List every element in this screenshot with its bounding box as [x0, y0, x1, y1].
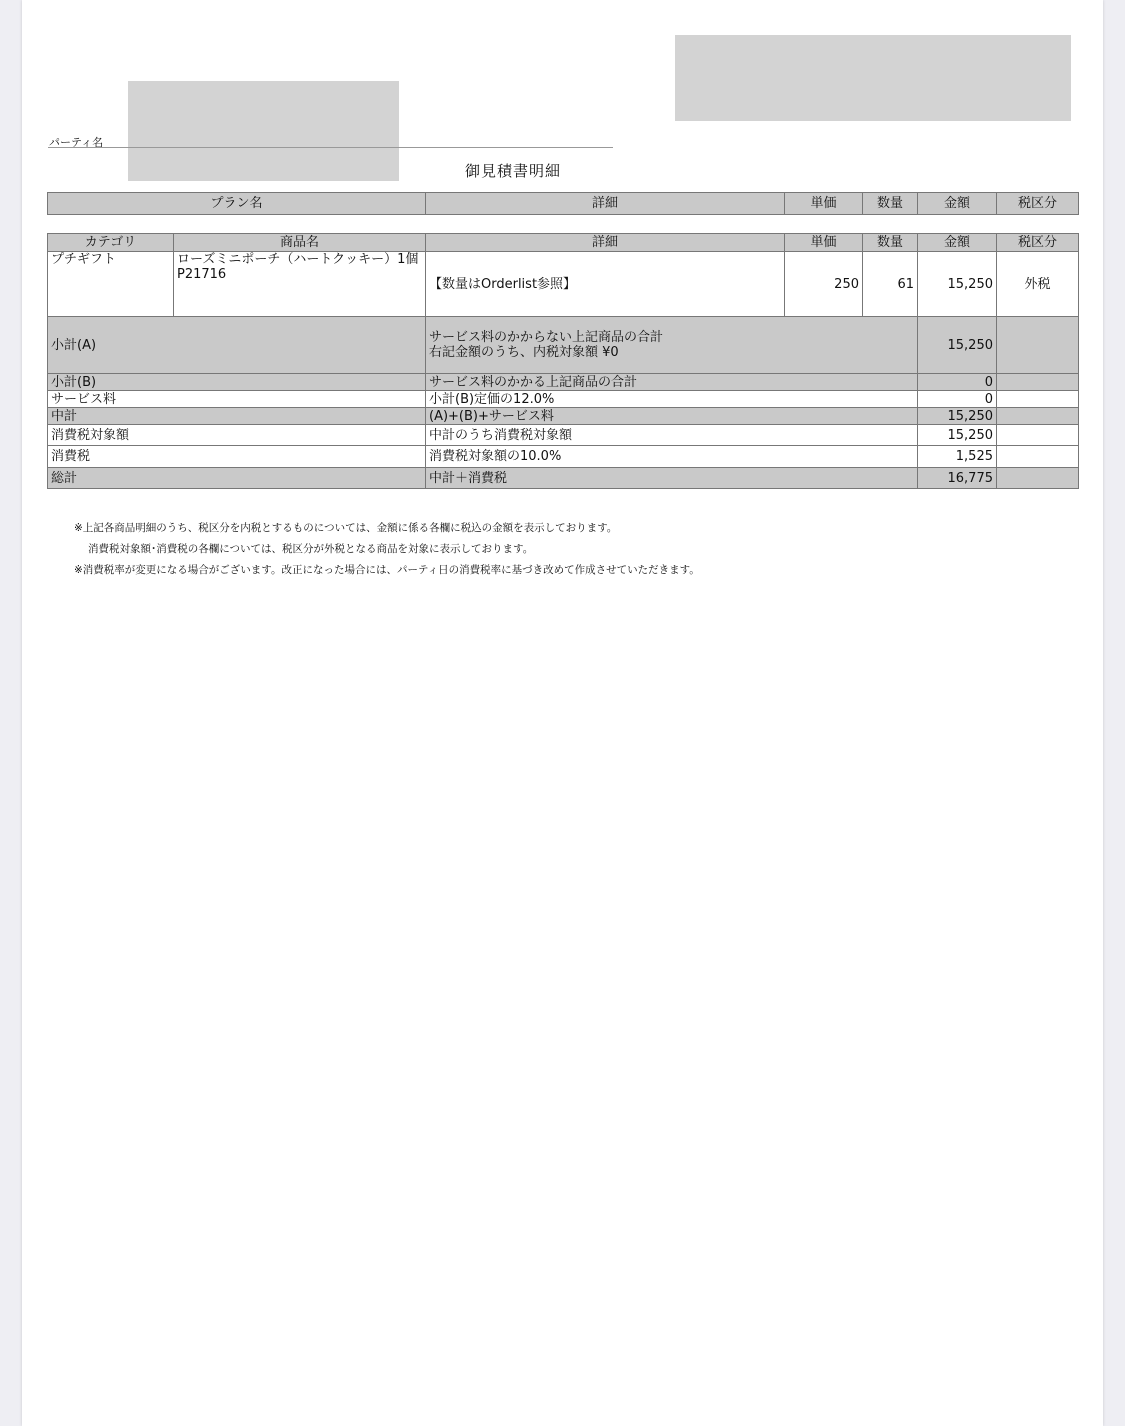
consumption-tax-amount: 1,525	[918, 446, 997, 468]
subtotal-a-detail-line2: 右記金額のうち、内税対象額 ¥0	[429, 345, 619, 360]
document-title: 御見積書明細	[465, 162, 562, 180]
subtotal-a-detail	[426, 317, 918, 374]
items-header-amount: 金額	[918, 234, 997, 252]
subtotal-a-amount: 15,250	[918, 317, 997, 374]
footnote-1-continued: 消費税対象額･消費税の各欄については、税区分が外税となる商品を対象に表示しております。	[88, 543, 534, 555]
subtotal-b-amount: 0	[918, 374, 997, 391]
party-name-underline	[48, 147, 613, 148]
items-header-detail: 詳細	[426, 234, 785, 252]
plan-header-row	[48, 193, 1079, 215]
plan-header-unit-price: 単価	[785, 193, 863, 215]
grand-total-row	[48, 468, 1079, 489]
taxable-amount-detail: 中計のうち消費税対象額	[426, 425, 918, 446]
item-quantity: 61	[863, 252, 918, 317]
item-name-line2: P21716	[177, 267, 227, 282]
subtotal-a-tax-cell	[997, 317, 1079, 374]
subtotal-a-label: 小計(A)	[48, 317, 426, 374]
grand-total-amount: 16,775	[918, 468, 997, 489]
items-header-product-name: 商品名	[174, 234, 426, 252]
items-header-category: カテゴリ	[48, 234, 174, 252]
subtotal-b-tax-cell	[997, 374, 1079, 391]
plan-header-amount: 金額	[918, 193, 997, 215]
subtotal-a-detail-line1: サービス料のかからない上記商品の合計	[429, 330, 664, 345]
subtotal-b-detail: サービス料のかかる上記商品の合計	[426, 374, 918, 391]
items-header-tax-class: 税区分	[997, 234, 1079, 252]
item-name	[174, 252, 426, 317]
midtotal-detail: (A)+(B)+サービス料	[426, 408, 918, 425]
service-charge-tax-cell	[997, 391, 1079, 408]
item-row	[48, 252, 1079, 317]
plan-header-plan-name: プラン名	[48, 193, 426, 215]
subtotal-b-row	[48, 374, 1079, 391]
items-header-quantity: 数量	[863, 234, 918, 252]
consumption-tax-label: 消費税	[48, 446, 426, 468]
items-table	[47, 233, 1079, 489]
plan-header-detail: 詳細	[426, 193, 785, 215]
item-category: プチギフト	[48, 252, 174, 317]
plan-header-tax-class: 税区分	[997, 193, 1079, 215]
subtotal-a-row	[48, 317, 1079, 374]
item-tax-class: 外税	[997, 252, 1079, 317]
taxable-amount-row	[48, 425, 1079, 446]
service-charge-label: サービス料	[48, 391, 426, 408]
item-name-line1: ローズミニポーチ（ハートクッキー）1個	[177, 252, 419, 267]
redacted-block-top-right	[675, 35, 1071, 121]
footnote-1: ※上記各商品明細のうち、税区分を内税とするものについては、金額に係る各欄に税込の金額を表示しております。	[74, 522, 618, 534]
service-charge-detail: 小計(B)定価の12.0%	[426, 391, 918, 408]
taxable-amount-label: 消費税対象額	[48, 425, 426, 446]
items-header-unit-price: 単価	[785, 234, 863, 252]
item-unit-price: 250	[785, 252, 863, 317]
item-amount: 15,250	[918, 252, 997, 317]
consumption-tax-tax-cell	[997, 446, 1079, 468]
consumption-tax-row	[48, 446, 1079, 468]
midtotal-amount: 15,250	[918, 408, 997, 425]
midtotal-tax-cell	[997, 408, 1079, 425]
service-charge-amount: 0	[918, 391, 997, 408]
party-name-label: パーティ名	[49, 136, 104, 149]
taxable-amount-tax-cell	[997, 425, 1079, 446]
subtotal-b-label: 小計(B)	[48, 374, 426, 391]
item-detail: 【数量はOrderlist参照】	[426, 252, 785, 317]
footnotes	[74, 518, 700, 581]
grand-total-label: 総計	[48, 468, 426, 489]
plan-header-quantity: 数量	[863, 193, 918, 215]
service-charge-row	[48, 391, 1079, 408]
items-header-row	[48, 234, 1079, 252]
taxable-amount-value: 15,250	[918, 425, 997, 446]
plan-table	[47, 192, 1079, 215]
grand-total-detail: 中計＋消費税	[426, 468, 918, 489]
grand-total-tax-cell	[997, 468, 1079, 489]
estimate-page	[22, 0, 1103, 1426]
midtotal-row	[48, 408, 1079, 425]
footnote-2: ※消費税率が変更になる場合がございます。改正になった場合には、パーティ日の消費税率に基づき改めて作成させていただきます。	[74, 564, 700, 576]
consumption-tax-detail: 消費税対象額の10.0%	[426, 446, 918, 468]
redacted-block-party-name	[128, 81, 399, 181]
midtotal-label: 中計	[48, 408, 426, 425]
